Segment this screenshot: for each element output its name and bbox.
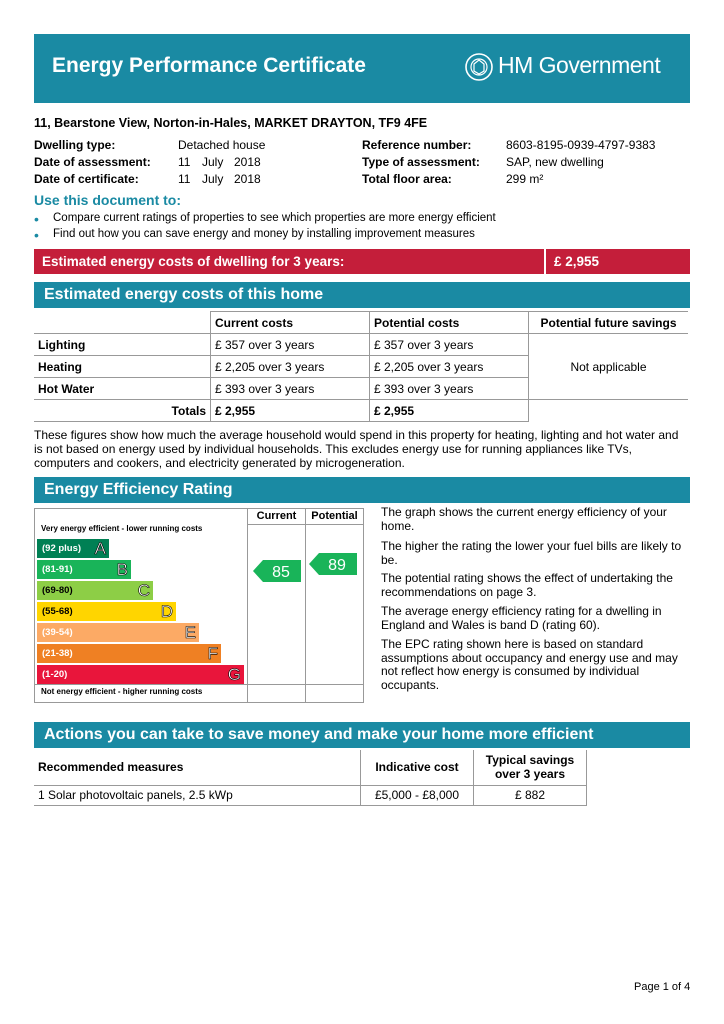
assessment-type-value: SAP, new dwelling: [506, 155, 604, 169]
address: 11, Bearstone View, Norton-in-Hales, MARKET DRAYTON, TF9 4FE: [34, 116, 428, 130]
totals-empty: [529, 400, 689, 422]
floor-area-value: 299 m²: [506, 172, 544, 186]
potential-column-label: Potential: [311, 510, 358, 522]
rating-text-2: The higher the rating the lower your fuel bills are likely to be.: [381, 539, 682, 567]
cost-cell: £5,000 - £8,000: [361, 785, 474, 805]
measure-cell: 1 Solar photovoltaic panels, 2.5 kWp: [34, 785, 361, 805]
estimated-costs-label: Estimated energy costs of dwelling for 3 years:: [42, 254, 345, 269]
rating-band-e: [37, 623, 199, 642]
row-current: £ 357 over 3 years: [211, 334, 370, 356]
assessment-day: 11: [178, 155, 191, 169]
actions-header-savings: Typical savings over 3 years: [474, 750, 587, 785]
band-letter: G: [227, 665, 241, 684]
row-label: Heating: [34, 356, 211, 378]
rating-graph: [34, 508, 364, 703]
certificate-date-label: Date of certificate:: [34, 172, 139, 186]
band-range: (69-80): [42, 585, 73, 596]
top-efficiency-label: Very energy efficient - lower running costs: [41, 524, 203, 533]
bullet-item: [34, 227, 475, 243]
reference-label: Reference number:: [362, 138, 472, 152]
assessment-date-label: Date of assessment:: [34, 155, 151, 169]
band-range: (39-54): [42, 627, 73, 638]
current-rating-arrow: [253, 560, 301, 582]
savings-cell: £ 882: [474, 785, 587, 805]
estimated-costs-bar: [34, 249, 690, 274]
band-range: (55-68): [42, 606, 73, 617]
bullet-icon: •: [34, 227, 39, 243]
row-label: Hot Water: [34, 378, 211, 400]
band-letter: B: [116, 560, 128, 579]
row-potential: £ 357 over 3 years: [370, 334, 529, 356]
rating-band-d: [37, 602, 176, 621]
dwelling-type-value: Detached house: [178, 138, 266, 152]
savings-cell: Not applicable: [529, 334, 689, 400]
row-potential: £ 393 over 3 years: [370, 378, 529, 400]
band-range: (21-38): [42, 648, 73, 659]
costs-header-savings: Potential future savings: [529, 312, 689, 334]
gov-label: HM Government: [498, 52, 661, 78]
rating-text-3: The potential rating shows the effect of undertaking the recommendations on page 3.: [381, 571, 673, 599]
totals-row: [34, 400, 688, 422]
rating-band-f: [37, 644, 221, 663]
band-range: (92 plus): [42, 543, 82, 554]
totals-label: Totals: [34, 400, 211, 422]
actions-section-title: Actions you can take to save money and make your home more efficient: [44, 726, 594, 743]
crest-icon: [464, 52, 494, 82]
potential-rating-arrow: [309, 553, 357, 575]
current-column-label: Current: [256, 510, 297, 522]
row-label: Lighting: [34, 334, 211, 356]
page-title: Energy Performance Certificate: [52, 54, 366, 77]
use-document-title: Use this document to:: [34, 192, 182, 208]
rating-text-5: The EPC rating shown here is based on standard assumptions about occupancy and energy use and may not reflect how energy is consumed by individual occupants.: [381, 637, 678, 692]
rating-band-b: [37, 560, 131, 579]
costs-header-potential: Potential costs: [370, 312, 529, 334]
reference-value: 8603-8195-0939-4797-9383: [506, 138, 656, 152]
floor-area-label: Total floor area:: [362, 172, 452, 186]
assessment-month: July: [202, 155, 224, 169]
rating-section-title: Energy Efficiency Rating: [44, 481, 233, 498]
rating-band-a: [37, 539, 109, 558]
header-banner: [34, 34, 690, 103]
row-potential: £ 2,205 over 3 years: [370, 356, 529, 378]
estimated-costs-value: £ 2,955: [554, 254, 600, 269]
rating-band-c: [37, 581, 153, 600]
rating-section-header: [34, 477, 690, 503]
current-rating-value: 85: [272, 564, 290, 581]
actions-table: [34, 750, 587, 806]
band-range: (1-20): [42, 669, 68, 680]
actions-header-cost: Indicative cost: [361, 750, 474, 785]
band-letter: C: [137, 581, 150, 600]
costs-section-title: Estimated energy costs of this home: [44, 286, 324, 303]
table-row: [34, 785, 587, 805]
bullet-text: Compare current ratings of properties to see which properties are more energy efficient: [53, 212, 496, 224]
assessment-year: 2018: [234, 155, 261, 169]
rating-band-g: [37, 665, 244, 684]
band-letter: D: [160, 602, 173, 621]
certificate-year: 2018: [234, 172, 261, 186]
page-number: Page 1 of 4: [634, 981, 691, 993]
bottom-efficiency-label: Not energy efficient - higher running costs: [41, 687, 203, 696]
assessment-type-label: Type of assessment:: [362, 155, 480, 169]
potential-rating-value: 89: [328, 557, 346, 574]
band-letter: F: [207, 644, 218, 663]
rating-text-4: The average energy efficiency rating for a dwelling in England and Wales is band D (rating 60).: [381, 604, 662, 632]
table-row: [34, 334, 688, 356]
estimated-costs-value-cell: [544, 249, 692, 274]
bullet-item: [34, 211, 496, 227]
band-letter: A: [94, 539, 106, 558]
bullet-icon: •: [34, 211, 39, 227]
costs-section-header: [34, 282, 690, 308]
totals-potential: £ 2,955: [370, 400, 529, 422]
actions-header-measure: Recommended measures: [34, 750, 361, 785]
actions-section-header: [34, 722, 690, 748]
rating-text-1: The graph shows the current energy efficiency of your home.: [381, 505, 667, 533]
bullet-text: Find out how you can save energy and money by installing improvement measures: [53, 228, 475, 240]
certificate-day: 11: [178, 172, 191, 186]
hm-government-logo: [464, 50, 694, 84]
band-letter: E: [184, 623, 196, 642]
row-current: £ 2,205 over 3 years: [211, 356, 370, 378]
totals-current: £ 2,955: [211, 400, 370, 422]
band-range: (81-91): [42, 564, 73, 575]
dwelling-type-label: Dwelling type:: [34, 138, 116, 152]
row-current: £ 393 over 3 years: [211, 378, 370, 400]
certificate-month: July: [202, 172, 224, 186]
costs-table: [34, 311, 688, 422]
costs-header-current: Current costs: [211, 312, 370, 334]
costs-note: These figures show how much the average household would spend in this property for heating, lighting and hot water and is not based on energy used by individual households. This excludes energy use for running appliances like TVs, computers and cookers, and electricity generated by microgeneration.: [34, 428, 679, 470]
costs-header-empty: [34, 312, 211, 334]
